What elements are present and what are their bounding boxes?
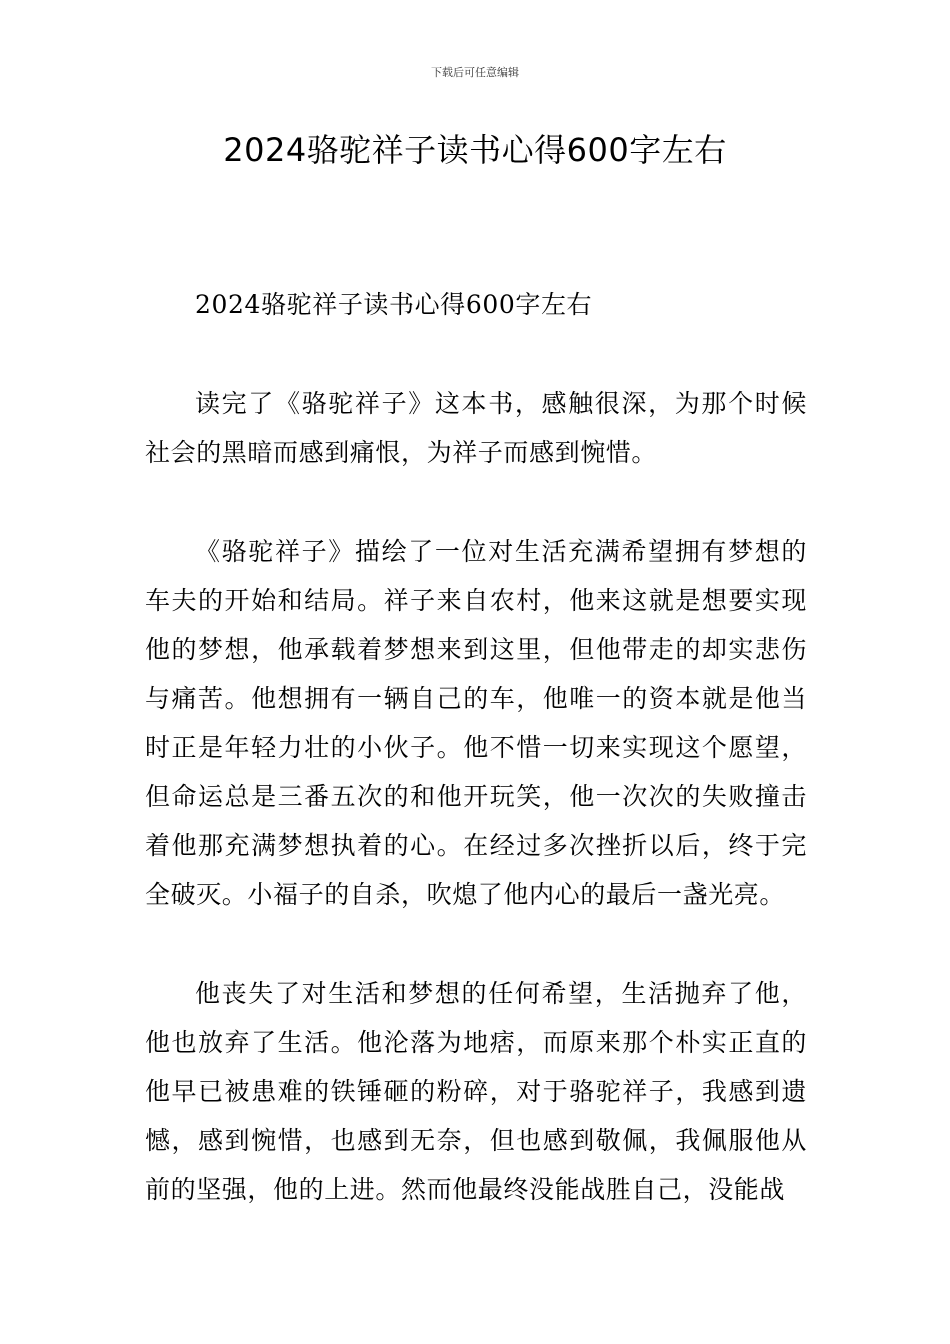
document-title: 2024骆驼祥子读书心得600字左右: [223, 131, 727, 169]
header-note: 下载后可任意编辑: [431, 66, 519, 79]
document-body: [145, 280, 807, 1264]
paragraph: 读完了《骆驼祥子》这本书，感触很深，为那个时候社会的黑暗而感到痛恨，为祥子而感到惋惜。: [145, 389, 807, 467]
paragraph: 《骆驼祥子》描绘了一位对生活充满希望拥有梦想的车夫的开始和结局。祥子来自农村，他来这就是想要实现他的梦想，他承载着梦想来到这里，但他带走的却实悲伤与痛苦。他想拥有一辆自己的车，他唯一的资本就是他当时正是年轻力壮的小伙子。他不惜一切来实现这个愿望，但命运总是三番五次的和他开玩笑，他一次次的失败撞击着他那充满梦想执着的心。在经过多次挫折以后，终于完全破灭。小福子的自杀，吹熄了他内心的最后一盏光亮。: [145, 537, 807, 909]
paragraph: 他丧失了对生活和梦想的任何希望，生活抛弃了他，他也放弃了生活。他沦落为地痞，而原来那个朴实正直的他早已被患难的铁锤砸的粉碎，对于骆驼祥子，我感到遗憾，感到惋惜，也感到无奈，但也感到敬佩，我佩服他从前的坚强，他的上进。然而他最终没能战胜自己，没能战: [145, 979, 807, 1204]
subtitle-paragraph: 2024骆驼祥子读书心得600字左右: [195, 290, 593, 319]
